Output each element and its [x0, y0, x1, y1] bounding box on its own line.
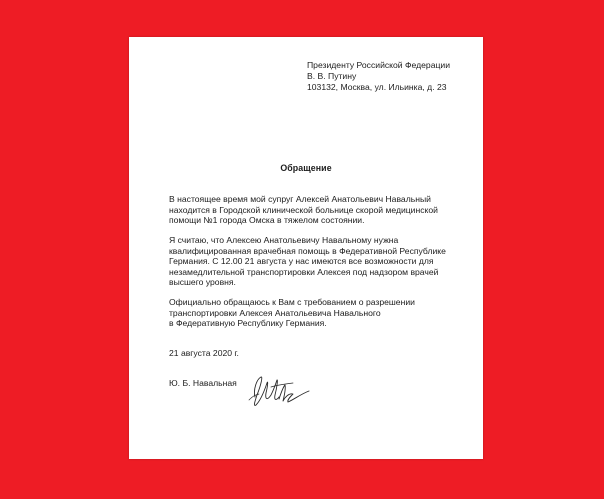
- paragraph-line: помощи №1 города Омска в тяжелом состоянии.: [169, 215, 365, 226]
- paragraph-3: [169, 297, 469, 329]
- addressee-address: 103132, Москва, ул. Ильинка, д. 23: [307, 82, 447, 92]
- paragraph-1: [169, 194, 469, 226]
- paragraph-line: незамедлительной транспортировки Алексея под надзором врачей: [169, 266, 439, 277]
- addressee-name: В. В. Путину: [307, 71, 357, 81]
- paragraph-line: высшего уровня.: [169, 277, 236, 288]
- paragraph-line: транспортировки Алексея Анатольевича Навального: [169, 307, 381, 318]
- addressee-block: [307, 60, 450, 93]
- paragraph-line: Официально обращаюсь к Вам с требованием о разрешении: [169, 297, 415, 307]
- addressee-title: Президенту Российской Федерации: [307, 60, 450, 70]
- paragraph-2: [169, 235, 469, 288]
- paragraph-line: Германия. С 12.00 21 августа у нас имеются все возможности для: [169, 256, 434, 267]
- letter-page: [129, 37, 483, 459]
- document-title: Обращение: [280, 163, 332, 173]
- paragraph-line: находится в Городской клинической больнице скорой медицинской: [169, 204, 438, 215]
- letter-date: 21 августа 2020 г.: [169, 348, 239, 358]
- paragraph-line: квалифицированная врачебная помощь в Федеративной Республике: [169, 245, 446, 256]
- paragraph-line: Я считаю, что Алексею Анатольевичу Навальному нужна: [169, 235, 399, 245]
- paragraph-line: в Федеративную Республику Германия.: [169, 318, 327, 329]
- handwritten-signature: [241, 367, 321, 417]
- paragraph-line: В настоящее время мой супруг Алексей Анатольевич Навальный: [169, 194, 431, 204]
- signer-name: Ю. Б. Навальная: [169, 378, 237, 388]
